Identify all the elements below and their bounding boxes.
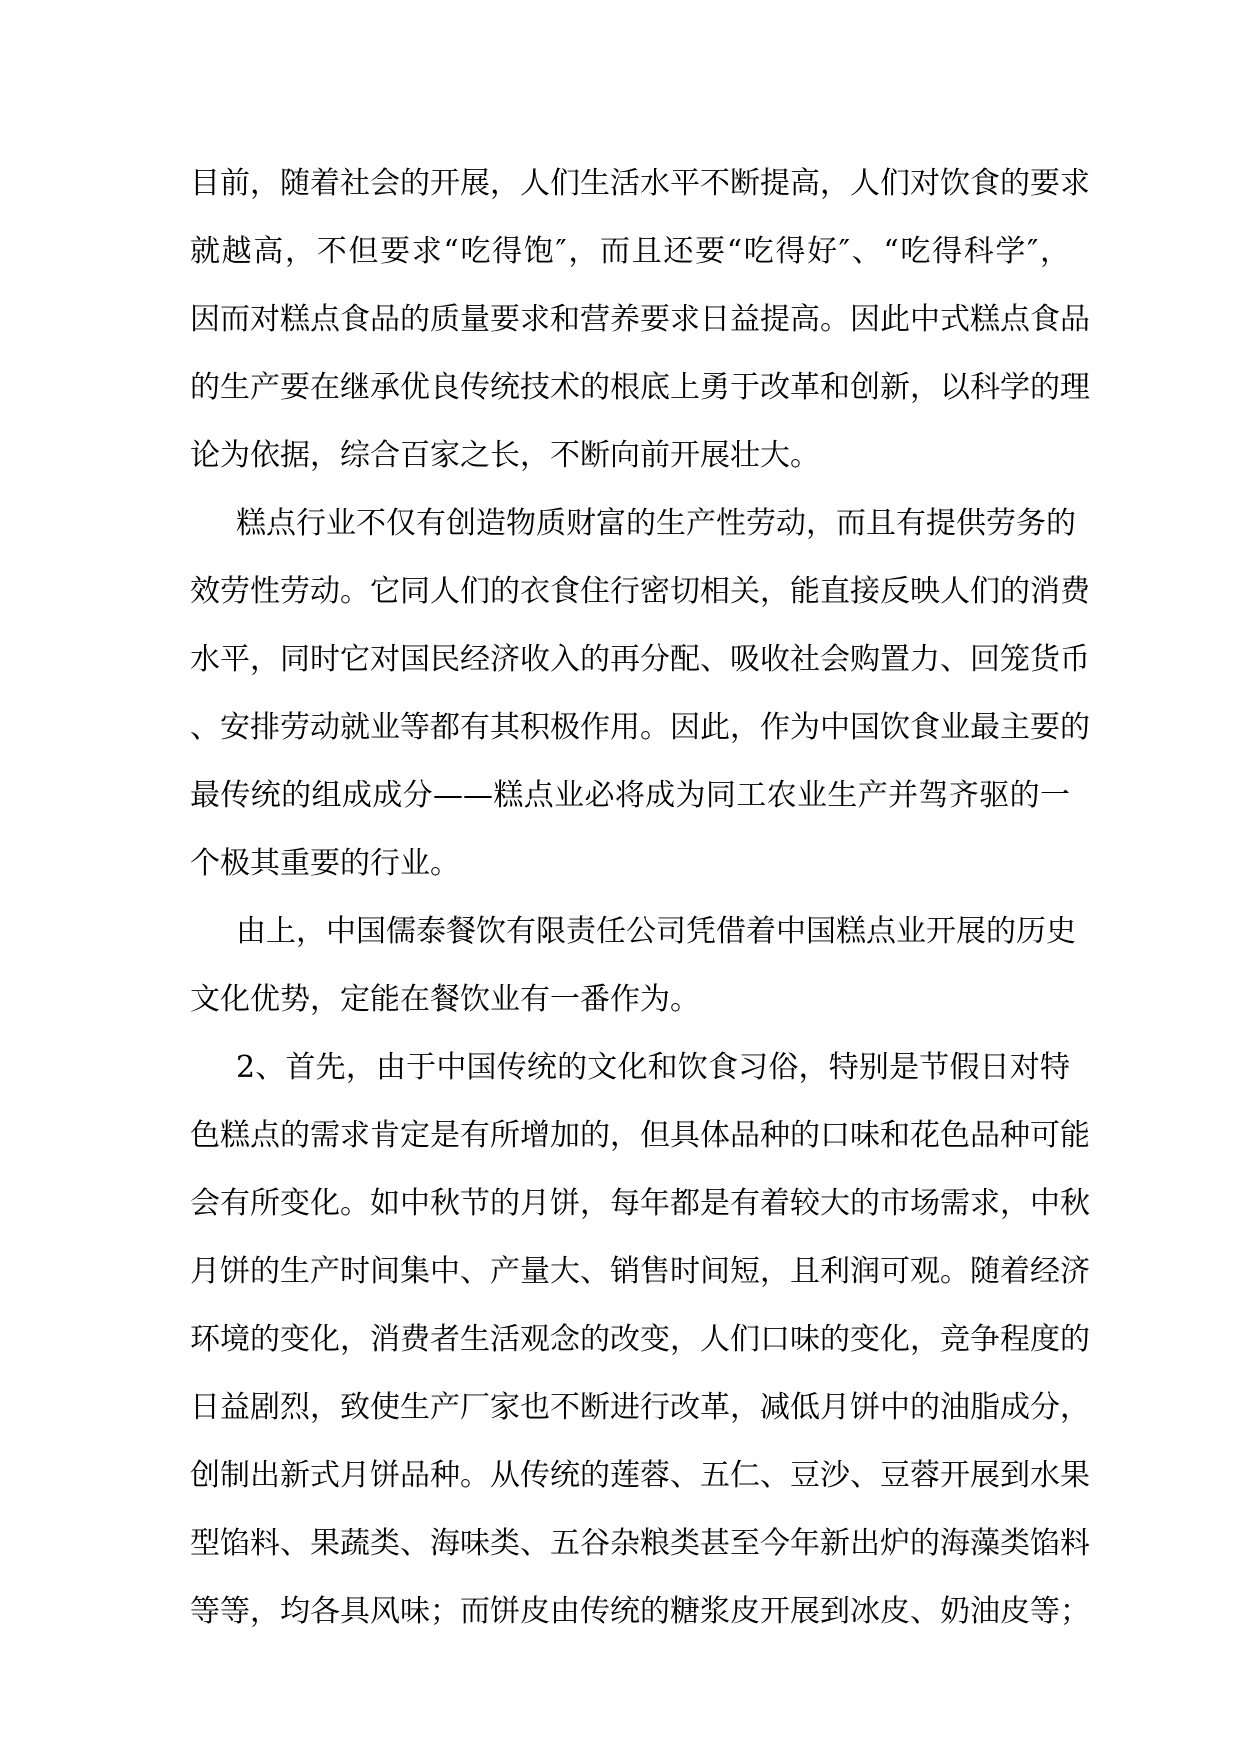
paragraph-4-line-3: 会有所变化。如中秋节的月饼，每年都是有着较大的市场需求，中秋 xyxy=(190,1186,1090,1221)
paragraph-4-line-5: 环境的变化，消费者生活观念的改变，人们口味的变化，竞争程度的 xyxy=(190,1322,1090,1357)
paragraph-1-line-3: 因而对糕点食品的质量要求和营养要求日益提高。因此中式糕点食品 xyxy=(190,302,1090,337)
paragraph-3-line-2: 文化优势，定能在餐饮业有一番作为。 xyxy=(190,982,700,1017)
paragraph-2-line-5: 最传统的组成成分——糕点业必将成为同工农业生产并驾齐驱的一 xyxy=(190,778,1070,813)
paragraph-4-line-4: 月饼的生产时间集中、产量大、销售时间短，且利润可观。随着经济 xyxy=(190,1254,1090,1289)
paragraph-2-line-3: 水平，同时它对国民经济收入的再分配、吸收社会购置力、回笼货币 xyxy=(190,642,1090,677)
paragraph-2-line-6: 个极其重要的行业。 xyxy=(190,846,460,881)
paragraph-1-line-2: 就越高，不但要求“吃得饱″，而且还要“吃得好″、“吃得科学″， xyxy=(190,234,1070,269)
paragraph-2-line-2: 效劳性劳动。它同人们的衣食住行密切相关，能直接反映人们的消费 xyxy=(190,574,1090,609)
paragraph-1-line-5: 论为依据，综合百家之长，不断向前开展壮大。 xyxy=(190,438,820,473)
paragraph-2-line-4: 、安排劳动就业等都有其积极作用。因此，作为中国饮食业最主要的 xyxy=(190,710,1090,745)
paragraph-3-line-1: 由上，中国儒泰餐饮有限责任公司凭借着中国糕点业开展的历史 xyxy=(236,914,1076,949)
paragraph-4-line-9: 等等，均各具风味；而饼皮由传统的糖浆皮开展到冰皮、奶油皮等； xyxy=(190,1594,1090,1629)
paragraph-4-line-6: 日益剧烈，致使生产厂家也不断进行改革，减低月饼中的油脂成分， xyxy=(190,1390,1090,1425)
paragraph-4-line-7: 创制出新式月饼品种。从传统的莲蓉、五仁、豆沙、豆蓉开展到水果 xyxy=(190,1458,1090,1493)
body-text xyxy=(190,150,1090,1646)
paragraph-4-line-2: 色糕点的需求肯定是有所增加的，但具体品种的口味和花色品种可能 xyxy=(190,1118,1090,1153)
paragraph-2-line-1: 糕点行业不仅有创造物质财富的生产性劳动，而且有提供劳务的 xyxy=(236,506,1076,541)
paragraph-4-line-1: 2、首先，由于中国传统的文化和饮食习俗，特别是节假日对特 xyxy=(236,1050,1070,1085)
paragraph-1-line-4: 的生产要在继承优良传统技术的根底上勇于改革和创新，以科学的理 xyxy=(190,370,1090,405)
paragraph-1-line-1: 目前，随着社会的开展，人们生活水平不断提高，人们对饮食的要求 xyxy=(190,166,1090,201)
paragraph-4-line-8: 型馅料、果蔬类、海味类、五谷杂粮类甚至今年新出炉的海藻类馅料 xyxy=(190,1526,1090,1561)
